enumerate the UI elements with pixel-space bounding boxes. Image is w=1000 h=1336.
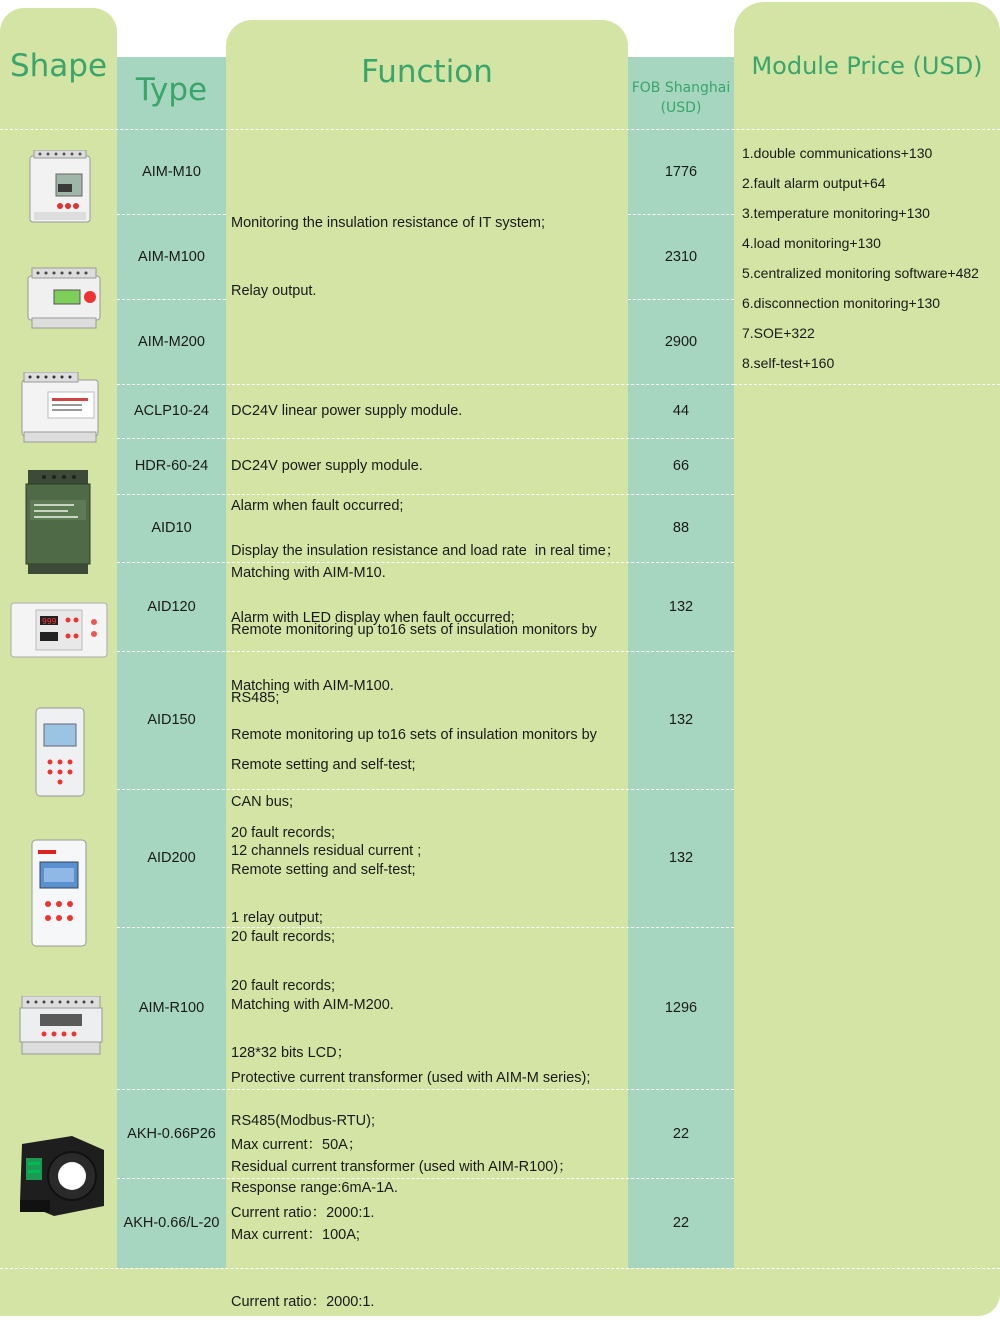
- function-line: Display the insulation resistance and load rate in real time；: [231, 542, 621, 559]
- table-row-type: AIM-R100: [138, 1000, 205, 1017]
- options-divider: [734, 384, 1000, 385]
- table-row-price: 66: [672, 458, 690, 475]
- table-row-type: AIM-M100: [138, 248, 205, 265]
- table-row-price: 88: [672, 520, 690, 537]
- function-line: 20 fault records;: [231, 977, 335, 994]
- table-row-type: AIM-M200: [138, 333, 205, 350]
- function-line: Relay output.: [231, 282, 317, 299]
- table-row-type: ACLP10-24: [134, 403, 209, 420]
- hdr-power-supply-image: [24, 470, 92, 574]
- option-item: 7.SOE+322: [742, 325, 815, 341]
- aim-m10-device-image: [28, 150, 92, 226]
- table-row-type: AID200: [147, 850, 196, 867]
- header-fob-line1: FOB Shanghai: [631, 80, 731, 96]
- function-line: 20 fault records;: [231, 824, 335, 841]
- table-row-price: 132: [668, 712, 694, 729]
- table-row-type: AID120: [147, 598, 196, 615]
- function-line: Response range:6mA-1A.: [231, 1180, 398, 1197]
- aim-r100-device-image: [18, 996, 104, 1056]
- aim-m200-device-image: [18, 372, 102, 444]
- function-line: RS485(Modbus-RTU);: [231, 1112, 375, 1129]
- function-line: Monitoring the insulation resistance of IT system;: [231, 215, 546, 231]
- function-line: Remote monitoring up to16 sets of insulation monitors by: [231, 726, 597, 743]
- table-row-price: 132: [668, 598, 694, 615]
- function-line: 1 relay output;: [231, 910, 323, 927]
- function-line: Protective current transformer (used with AIM-M series);: [231, 1069, 591, 1086]
- function-line: 12 channels residual current ;: [231, 842, 422, 859]
- function-line: 20 fault records;: [231, 929, 335, 945]
- table-row-price: 1296: [664, 1000, 698, 1017]
- table-row-price: 132: [668, 850, 694, 867]
- table-row-price: 2310: [664, 248, 698, 265]
- module-price-options: [742, 138, 997, 378]
- table-row-type: AIM-M10: [142, 163, 201, 180]
- function-line: Matching with AIM-M100.: [231, 677, 394, 694]
- function-line: CAN bus;: [231, 794, 294, 810]
- aim-group-function: [231, 130, 627, 384]
- table-row-price: 2900: [664, 333, 698, 350]
- header-fob: [628, 78, 734, 118]
- table-row-type: AKH-0.66/L-20: [123, 1215, 220, 1232]
- function-line: Current ratio：2000:1.: [231, 1204, 375, 1221]
- table-row-type: AID10: [151, 520, 192, 537]
- table-row-price: 22: [672, 1215, 690, 1232]
- table-row-price: 22: [672, 1125, 690, 1142]
- function-line: Matching with AIM-M200.: [231, 996, 394, 1013]
- function-line: Matching with AIM-M10.: [231, 565, 386, 582]
- function-line: Residual current transformer (used with AIM-R100)；: [231, 1159, 573, 1175]
- option-item: 1.double communications+130: [742, 145, 933, 161]
- header-type: Type: [135, 72, 208, 108]
- function-line: RS485;: [231, 689, 280, 706]
- option-item: 6.disconnection monitoring+130: [742, 295, 941, 311]
- function-line: Max current：50A；: [231, 1137, 363, 1153]
- option-item: 4.load monitoring+130: [742, 235, 881, 251]
- function-line: Remote setting and self-test;: [231, 861, 416, 878]
- table-row-price: 44: [672, 403, 690, 420]
- header-module-price: Module Price (USD): [751, 52, 983, 80]
- table-row-type: AKH-0.66P26: [127, 1125, 216, 1142]
- function-line: 128*32 bits LCD；: [231, 1045, 352, 1062]
- table-row-type: HDR-60-24: [134, 458, 209, 475]
- option-item: 3.temperature monitoring+130: [742, 205, 930, 221]
- option-item: 5.centralized monitoring software+482: [742, 265, 979, 281]
- aid150-device-image: [34, 706, 86, 798]
- function-line: Remote setting and self-test;: [231, 757, 416, 774]
- aid120-device-image: [10, 602, 108, 658]
- header-shape: Shape: [9, 48, 108, 84]
- function-line: Max current：100A;: [231, 1226, 360, 1243]
- header-fob-line2: (USD): [660, 100, 702, 116]
- function-line: Alarm when fault occurred;: [231, 497, 404, 514]
- table-row-type: AID150: [147, 712, 196, 729]
- option-item: 8.self-test+160: [742, 355, 835, 371]
- aim-m100-device-image: [24, 266, 104, 330]
- table-row-price: 1776: [664, 163, 698, 180]
- table-row-function: [231, 1159, 627, 1310]
- option-item: 2.fault alarm output+64: [742, 175, 886, 191]
- akh-transformer-image: [14, 1130, 110, 1220]
- header-function: Function: [361, 54, 493, 90]
- function-line: Remote monitoring up to16 sets of insulation monitors by: [231, 622, 597, 639]
- function-line: DC24V power supply module.: [231, 458, 423, 475]
- table-row-function: [231, 385, 627, 438]
- function-line: DC24V linear power supply module.: [231, 403, 463, 420]
- aid200-device-image: [30, 838, 88, 948]
- svg-text:999: 999: [42, 617, 57, 626]
- function-line: Alarm with LED display when fault occurred;: [231, 610, 515, 626]
- function-line: Current ratio：2000:1.: [231, 1294, 375, 1310]
